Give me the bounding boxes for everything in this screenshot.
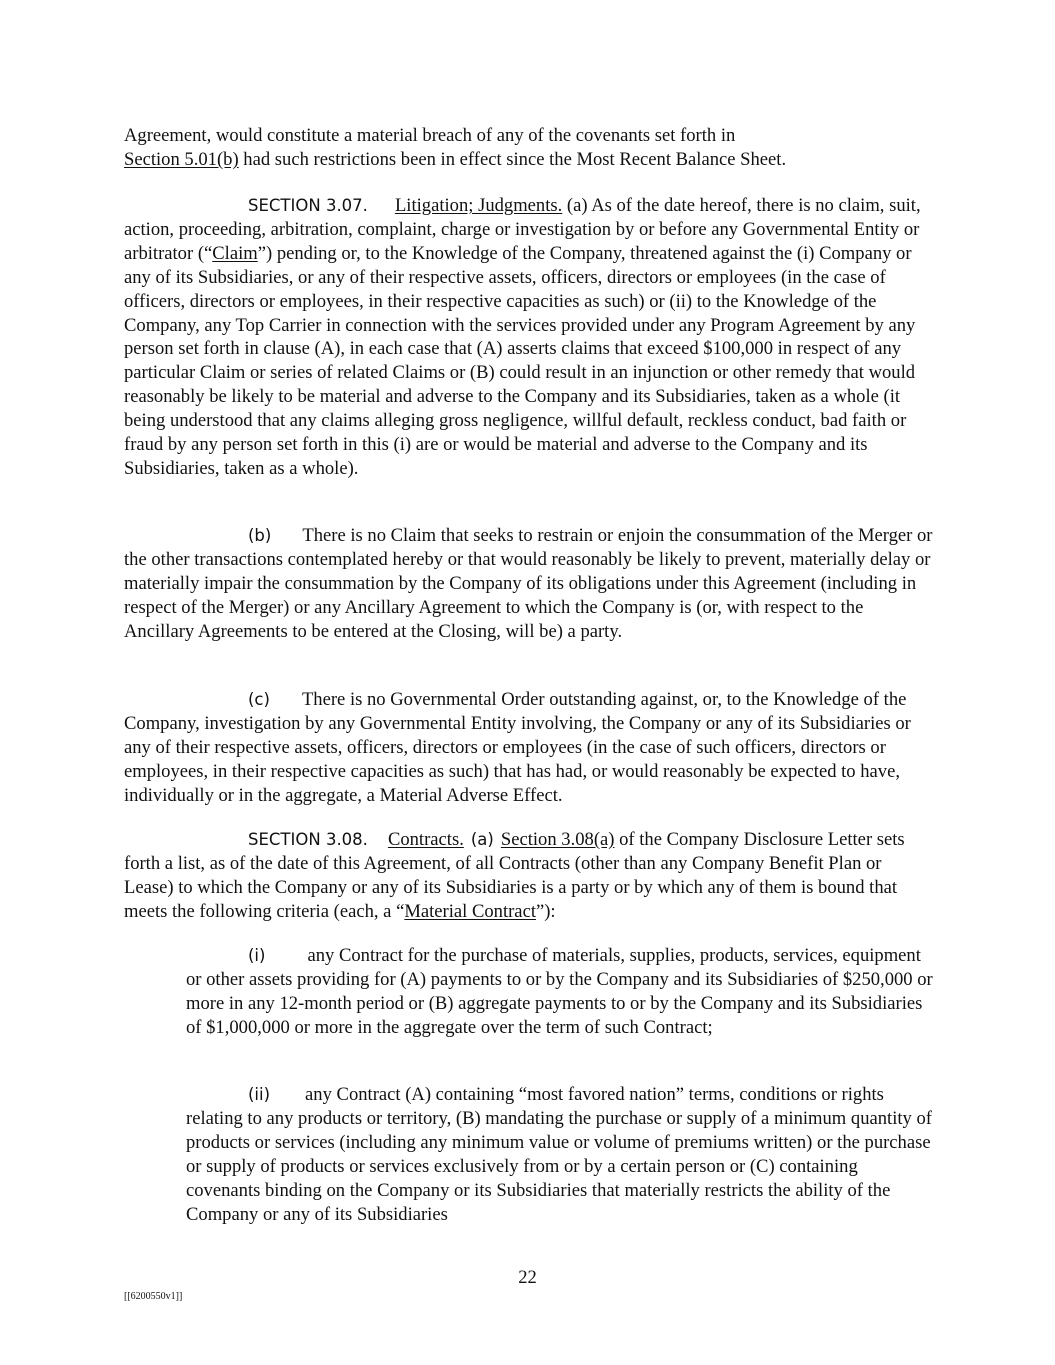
document-id: [[6200550v1]] — [124, 1291, 183, 1302]
section-3-07-paragraph-b: (b) There is no Claim that seeks to restrain or enjoin the consummation of the Merger or the other transactions contemplated hereby or that would reasonably be likely to prevent, materially delay or materially impair the consummation by the Company of its obligations under this Agreement (including in respect of the Merger) or any Ancillary Agreement to which the Company is (or, with respect to the Ancillary Agreements to be entered at the Closing, will be) a party. — [124, 525, 933, 642]
section-reference: Section 5.01(b) — [124, 148, 239, 170]
section-reference: Section 3.08(a) — [500, 829, 615, 850]
clause-label: (c) — [248, 690, 270, 709]
defined-term: Material Contract — [404, 900, 536, 922]
clause-ii: (ii) any Contract (A) containing “most favored nation” terms, conditions or rights relating to any products or territory, (B) mandating the purchase or supply of a minimum quantity of products or services (including any minimum value or volume of premiums written) or the purchase or supply of products or services exclusively from or by a certain person or (C) containing covenants binding on the Company or its Subsidiaries that materially restricts the ability of the Company or any of its Subsidiaries — [186, 1084, 932, 1225]
defined-term: Claim — [212, 242, 258, 264]
clause-i: (i) any Contract for the purchase of materials, supplies, products, services, equipment or other assets providing for (A) payments to or by the Company and its Subsidiaries of $250,000 or more in any 12-month period or (B) aggregate payments to or by the Company and its Subsidiaries of $1,000,000 or more in the aggregate over the term of such Contract; — [186, 945, 933, 1038]
paragraph-intro: Agreement, would constitute a material breach of any of the covenants set forth in Section 5.01(b) had such restrictions been in effect since the Most Recent Balance Sheet. — [124, 125, 787, 170]
section-3-07-paragraph-c: (c) There is no Governmental Order outstanding against, or, to the Knowledge of the Company, investigation by any Governmental Entity involving, the Company or any of its Subsidiaries or any of their respective assets, officers, directors or employees (in the case of such officers, directors or employees, in their respective capacities as such) that has had, or would reasonably be expected to have, individually or in the aggregate, a Material Adverse Effect. — [124, 689, 911, 806]
section-label: SECTION 3.08. — [248, 830, 368, 849]
clause-label: (a) — [470, 830, 494, 849]
section-title: Litigation; Judgments. — [394, 195, 563, 216]
section-label: SECTION 3.07. — [248, 196, 368, 215]
clause-label: (i) — [248, 946, 266, 965]
clause-label: (ii) — [248, 1085, 271, 1104]
section-3-07-paragraph-a: SECTION 3.07. Litigation; Judgments. (a) As of the date hereof, there is no claim, suit, action, proceeding, arbitration, complaint, charge or investigation by or before any Governmental Entity or arbitrator (“Claim”) pending or, to the Knowledge of the Company, threatened against the (i) Company or any of its Subsidiaries, or any of their respective assets, officers, directors or employees (in the case of officers, directors or employees, in their respective capacities as such) or (ii) to the Knowledge of the Company, any Top Carrier in connection with the services provided under any Program Agreement by any person set forth in clause (A), in each case that (A) asserts claims that exceed $100,000 in respect of any particular Claim or series of related Claims or (B) could result in an injunction or other remedy that would reasonably be likely to be material and adverse to the Company and its Subsidiaries, taken as a whole (it being understood that any claims alleging gross negligence, willful default, reckless conduct, bad faith or fraud by any person set forth in this (i) are or would be material and adverse to the Company and its Subsidiaries, taken as a whole). — [124, 195, 921, 479]
page-number: 22 — [518, 1267, 537, 1288]
section-3-08-paragraph-a: SECTION 3.08. Contracts. (a) Section 3.08(a) of the Company Disclosure Letter sets forth a list, as of the date of this Agreement, of all Contracts (other than any Company Benefit Plan or Lease) to which the Company or any of its Subsidiaries is a party or by which any of them is bound that meets the following criteria (each, a “Material Contract”): — [124, 829, 905, 922]
clause-label: (b) — [248, 526, 272, 545]
section-title: Contracts. — [387, 829, 464, 850]
